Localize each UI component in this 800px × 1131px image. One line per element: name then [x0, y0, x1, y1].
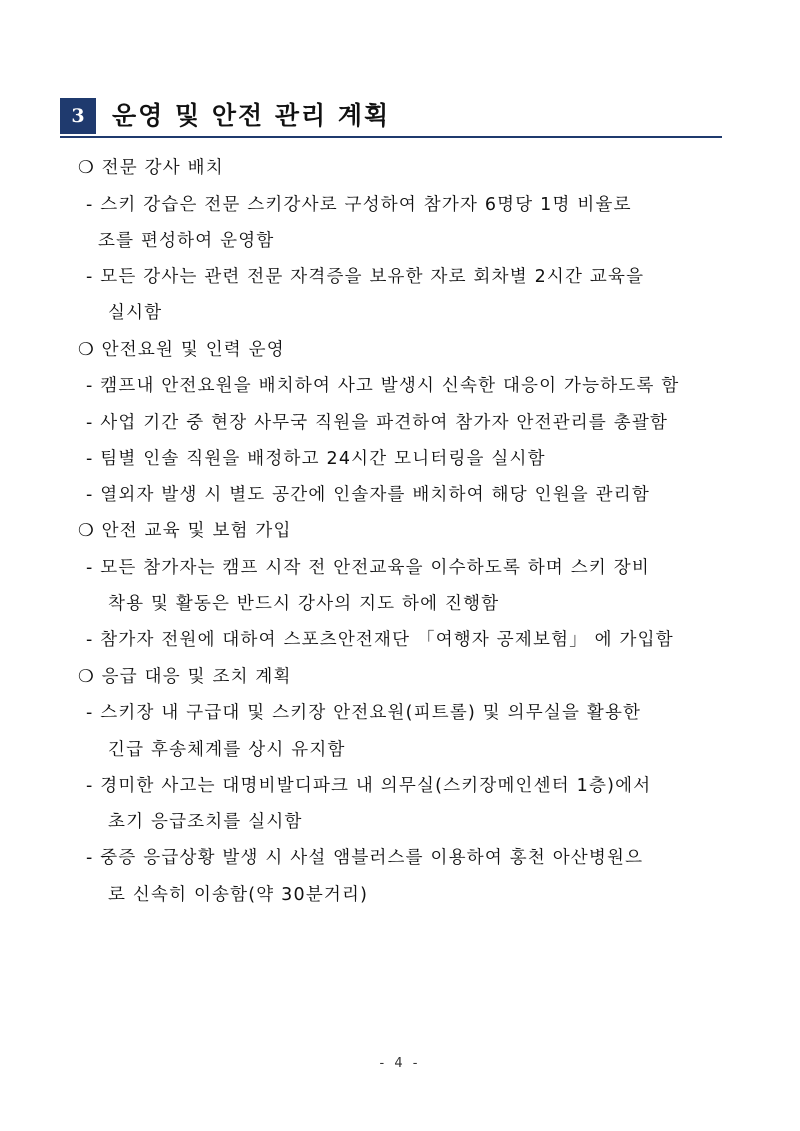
dash-item: - 사업 기간 중 현장 사무국 직원을 파견하여 참가자 안전관리를 총괄함: [86, 413, 669, 433]
dash-item: - 캠프내 안전요원을 배치하여 사고 발생시 신속한 대응이 가능하도록 함: [86, 376, 680, 396]
dash-item: - 모든 강사는 관련 전문 자격증을 보유한 자로 회차별 2시간 교육을: [86, 267, 645, 287]
continuation-line: 실시함: [108, 303, 163, 323]
continuation-line: 조를 편성하여 운영함: [98, 231, 275, 251]
section-header: [60, 96, 722, 138]
dash-item: - 팀별 인솔 직원을 배정하고 24시간 모니터링을 실시함: [86, 449, 546, 469]
dash-item: - 열외자 발생 시 별도 공간에 인솔자를 배치하여 해당 인원을 관리함: [86, 485, 650, 505]
dash-item: - 참가자 전원에 대하여 스포츠안전재단 「여행자 공제보험」 에 가입함: [86, 630, 674, 650]
dash-item: - 경미한 사고는 대명비발디파크 내 의무실(스키장메인센터 1층)에서: [86, 776, 652, 796]
dash-item: - 모든 참가자는 캠프 시작 전 안전교육을 이수하도록 하며 스키 장비: [86, 558, 650, 578]
bullet-heading-education-insurance: ❍ 안전 교육 및 보험 가입: [78, 521, 292, 541]
bullet-heading-instructors: ❍ 전문 강사 배치: [78, 158, 224, 178]
dash-item: - 중증 응급상황 발생 시 사설 앰블러스를 이용하여 홍천 아산병원으: [86, 848, 644, 868]
section-title: 운영 및 안전 관리 계획: [112, 101, 391, 130]
page-number: - 4 -: [379, 1056, 421, 1071]
dash-item: - 스키장 내 구급대 및 스키장 안전요원(피트롤) 및 의무실을 활용한: [86, 703, 642, 723]
continuation-line: 로 신속히 이송함(약 30분거리): [108, 885, 369, 905]
dash-item: - 스키 강습은 전문 스키강사로 구성하여 참가자 6명당 1명 비율로: [86, 195, 632, 215]
continuation-line: 긴급 후송체계를 상시 유지함: [108, 740, 346, 760]
bullet-heading-safety-staff: ❍ 안전요원 및 인력 운영: [78, 340, 285, 360]
section-number-badge: 3: [60, 98, 96, 134]
bullet-heading-emergency: ❍ 응급 대응 및 조치 계획: [78, 667, 292, 687]
continuation-line: 초기 응급조치를 실시함: [108, 812, 303, 832]
continuation-line: 착용 및 활동은 반드시 강사의 지도 하에 진행함: [108, 594, 500, 614]
